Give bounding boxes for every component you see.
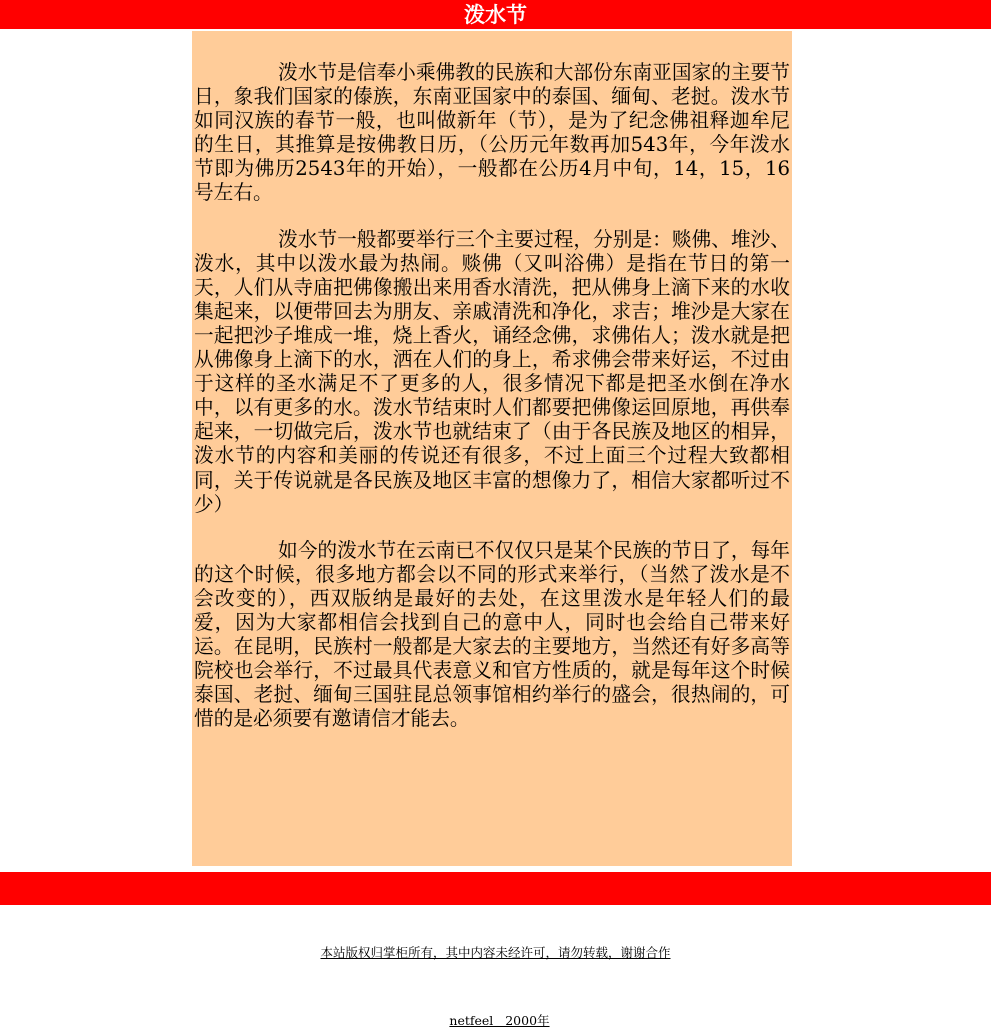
article-paragraph-3: 如今的泼水节在云南已不仅仅只是某个民族的节日了，每年的这个时候，很多地方都会以不同的形式来举行，（当然了泼水是不会改变的），西双版纳是最好的去处，在这里泼水是年轻人们的最爱，因为大家都相信会找到自己的意中人，同时也会给自己带来好运。在昆明，民族村一般都是大家去的主要地方，当然还有好多高等院校也会举行，不过最具代表意义和官方性质的，就是每年这个时候泰国、老挝、缅甸三国驻昆总领事馆相约举行的盛会，很热闹的，可惜的是必须要有邀请信才能去。 bbox=[194, 538, 790, 731]
page-title: 泼水节 bbox=[464, 2, 527, 27]
copyright-notice bbox=[0, 943, 991, 961]
article-paragraph-2: 泼水节一般都要举行三个主要过程，分别是：赕佛、堆沙、泼水，其中以泼水最为热闹。赕佛（又叫浴佛）是指在节日的第一天，人们从寺庙把佛像搬出来用香水清洗，把从佛身上滴下来的水收集起来，以便带回去为朋友、亲戚清洗和净化，求吉；堆沙是大家在一起把沙子堆成一堆，烧上香火，诵经念佛，求佛佑人；泼水就是把从佛像身上滴下的水，洒在人们的身上，希求佛会带来好运，不过由于这样的圣水满足不了更多的人，很多情况下都是把圣水倒在净水中，以有更多的水。泼水节结束时人们都要把佛像运回原地，再供奉起来，一切做完后，泼水节也就结束了（由于各民族及地区的相异，泼水节的内容和美丽的传说还有很多，不过上面三个过程大致都相同，关于传说就是各民族及地区丰富的想像力了，相信大家都听过不少） bbox=[194, 227, 790, 516]
article-paragraph-1: 泼水节是信奉小乘佛教的民族和大部份东南亚国家的主要节日，象我们国家的傣族，东南亚国家中的泰国、缅甸、老挝。泼水节如同汉族的春节一般，也叫做新年（节），是为了纪念佛祖释迦牟尼的生日，其推算是按佛教日历，（公历元年数再加543年，今年泼水节即为佛历2543年的开始），一般都在公历4月中旬，14，15，16号左右。 bbox=[194, 61, 790, 205]
credit-text: netfeel 2000年 bbox=[449, 1013, 550, 1028]
article-panel bbox=[192, 31, 792, 866]
site-credit bbox=[0, 996, 991, 1029]
header-bar bbox=[0, 0, 991, 29]
footer-bar bbox=[0, 872, 991, 905]
copyright-text: 本站版权归掌柜所有，其中内容未经许可，请勿转载，谢谢合作 bbox=[320, 945, 671, 960]
